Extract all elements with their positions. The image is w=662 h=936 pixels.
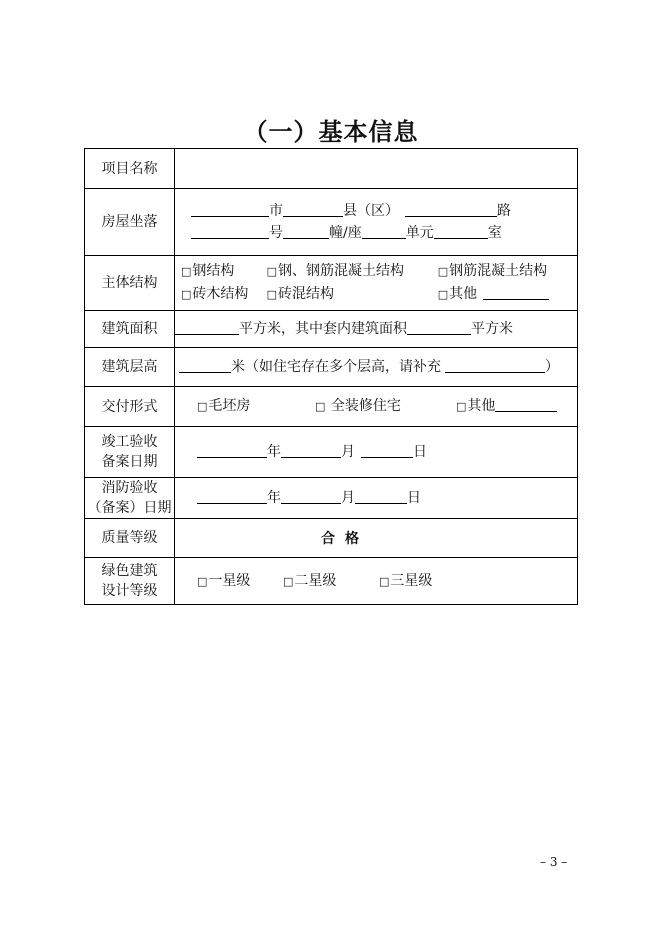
checkbox-icon: □ xyxy=(437,265,449,278)
county-blank[interactable] xyxy=(283,202,343,217)
other-delivery-blank[interactable] xyxy=(495,397,557,412)
option-two-star[interactable]: □二星级 xyxy=(283,570,379,593)
checkbox-icon: □ xyxy=(197,574,208,588)
page-number: – 3 – xyxy=(540,855,568,869)
row-completion-date: 竣工验收 备案日期 年 月 日 xyxy=(85,427,578,478)
label-fire-line1: 消防验收 xyxy=(101,480,158,496)
height-blank[interactable] xyxy=(179,358,231,373)
row-quality xyxy=(85,519,578,558)
height-text: 米（如住宅存在多个层高，请补充 xyxy=(231,359,441,375)
row-height xyxy=(85,348,578,387)
checkbox-icon: □ xyxy=(181,288,192,301)
unit-blank[interactable] xyxy=(362,224,406,239)
checkbox-icon: □ xyxy=(181,265,192,278)
unit-label: 单元 xyxy=(405,225,434,241)
building-blank[interactable] xyxy=(283,224,329,239)
completion-day-blank[interactable] xyxy=(361,443,413,458)
row-green xyxy=(85,558,578,605)
number-blank[interactable] xyxy=(191,224,269,239)
checkbox-icon: □ xyxy=(283,574,294,588)
option-brick-concrete[interactable]: □砖混结构 xyxy=(267,283,438,306)
option-brick-wood[interactable]: □砖木结构 xyxy=(181,283,267,306)
label-structure: 主体结构 xyxy=(85,256,175,311)
completion-month-blank[interactable] xyxy=(281,443,341,458)
option-full-decoration[interactable]: □ 全装修住宅 xyxy=(315,395,456,418)
row-delivery xyxy=(85,387,578,427)
label-green-line1: 绿色建筑 xyxy=(101,563,158,579)
building-label: 幢/座 xyxy=(329,225,362,241)
option-reinforced-concrete[interactable]: □钢筋混凝土结构 xyxy=(438,260,577,283)
checkbox-icon: □ xyxy=(437,288,449,301)
label-delivery: 交付形式 xyxy=(85,387,175,427)
row-structure xyxy=(85,256,578,311)
room-label: 室 xyxy=(487,225,502,241)
field-project-name[interactable] xyxy=(175,149,578,189)
quality-value: 合格 xyxy=(321,531,369,547)
city-blank[interactable] xyxy=(191,202,269,217)
option-one-star[interactable]: □一星级 xyxy=(197,570,283,593)
label-green-line2: 设计等级 xyxy=(101,583,158,599)
fire-year-blank[interactable] xyxy=(197,489,267,504)
section-title: （一）基本信息 xyxy=(243,117,419,146)
option-other-structure[interactable]: □其他 xyxy=(438,283,577,306)
city-label: 市 xyxy=(269,203,283,219)
area-unit: 平方米 xyxy=(471,321,513,337)
fire-day-blank[interactable] xyxy=(355,489,407,504)
label-fire-line2: （备案）日期 xyxy=(87,500,172,516)
option-steel-concrete[interactable]: □钢、钢筋混凝土结构 xyxy=(267,260,438,283)
road-blank[interactable] xyxy=(405,202,497,217)
height-close: ） xyxy=(545,359,559,375)
area-blank[interactable] xyxy=(175,320,239,335)
fire-month-blank[interactable] xyxy=(281,489,341,504)
label-completion-line1: 竣工验收 xyxy=(101,434,158,450)
label-quality: 质量等级 xyxy=(85,519,175,558)
label-completion-line2: 备案日期 xyxy=(101,454,158,470)
basic-info-table xyxy=(84,148,578,605)
row-project-name xyxy=(85,149,578,189)
road-label: 路 xyxy=(497,203,511,219)
height-extra-blank[interactable] xyxy=(445,358,545,373)
room-blank[interactable] xyxy=(434,224,488,239)
checkbox-icon: □ xyxy=(266,265,277,278)
row-fire-date: 消防验收 （备案）日期 年 月 日 xyxy=(85,478,578,519)
area-text: 平方米，其中套内建筑面积 xyxy=(239,321,407,337)
label-project-name: 项目名称 xyxy=(85,149,175,189)
completion-year-blank[interactable] xyxy=(197,443,267,458)
label-location: 房屋坐落 xyxy=(85,189,175,256)
option-rough[interactable]: □毛坯房 xyxy=(197,395,315,418)
option-three-star[interactable]: □三星级 xyxy=(379,570,432,593)
row-location xyxy=(85,189,578,256)
option-steel[interactable]: □钢结构 xyxy=(181,260,267,283)
other-structure-blank[interactable] xyxy=(483,285,549,300)
checkbox-icon: □ xyxy=(266,288,277,301)
option-other-delivery[interactable]: □其他 xyxy=(456,395,557,418)
row-area xyxy=(85,311,578,348)
county-label: 县（区） xyxy=(343,203,399,219)
number-label: 号 xyxy=(269,225,283,241)
checkbox-icon: □ xyxy=(456,400,467,413)
checkbox-icon: □ xyxy=(315,400,326,413)
checkbox-icon: □ xyxy=(197,400,208,413)
checkbox-icon: □ xyxy=(379,574,390,588)
label-area: 建筑面积 xyxy=(85,311,175,348)
label-height: 建筑层高 xyxy=(85,348,175,387)
inner-area-blank[interactable] xyxy=(407,320,471,335)
